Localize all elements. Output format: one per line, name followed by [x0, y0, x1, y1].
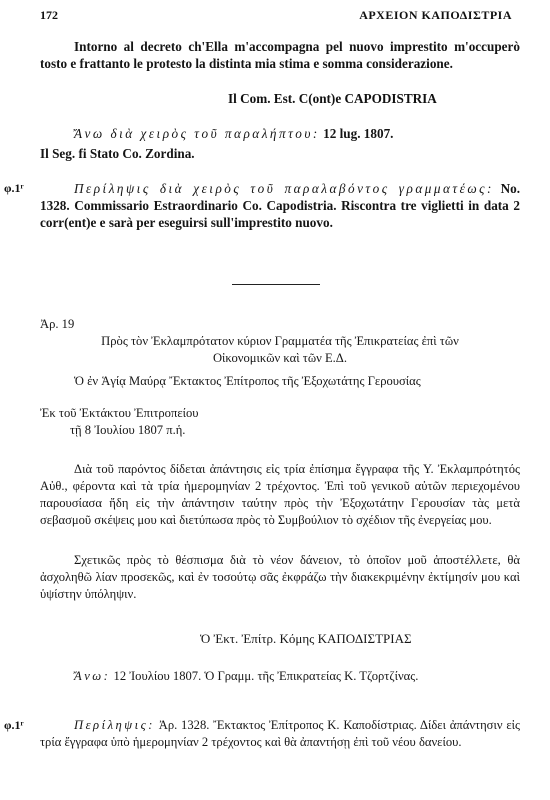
body-paragraph-2: Σχετικῶς πρὸς τὸ θέσπισμα διὰ τὸ νέον δάνειον, τὸ ὁποῖον μοῦ ἀποστέλλετε, θὰ ἀσχοληθῶ λίαν προσεκῶς, καὶ ἐν τοσούτῳ σᾶς ἐκφράζω τὴν διακεκριμένην ἐκτίμησίν μου καὶ ὑψίστην ὑπόληψιν.	[40, 553, 520, 601]
summary1	[40, 180, 520, 231]
receipt-greek-prefix: Ἄνω διὰ χειρὸς τοῦ παραλήπτου:	[74, 126, 320, 141]
summary2	[40, 717, 520, 751]
receipt-note-2	[74, 668, 524, 685]
running-title: ΑΡΧΕΙΟΝ ΚΑΠΟΔΙΣΤΡΙΑ	[359, 8, 512, 22]
receipt2-prefix: Ἄνω:	[74, 669, 111, 683]
address-line-2: Οἰκονομικῶν καὶ τῶν Ε.Δ.	[212, 351, 348, 365]
address-line-1: Πρὸς τὸν Ἐκλαμπρότατον κύριον Γραμματέα τῆς Ἐπικρατείας ἐπὶ τῶν	[101, 334, 459, 348]
receipt-note	[40, 125, 520, 142]
summary2-prefix: Περίληψις:	[74, 718, 155, 732]
from-line-1: Ἐκ τοῦ Ἐκτάκτου Ἐπιτροπείου	[40, 406, 199, 420]
from-line-2: τῇ 8 Ἰουλίου 1807 π.ἡ.	[70, 423, 186, 437]
section-divider	[232, 284, 320, 285]
margin-note-folio-1: φ.1ʳ	[4, 181, 24, 195]
summary1-text: No. 1328. Commissario Estraordinario Co. Capodistria. Riscontra tre viglietti in data 2 corr(ent)e e sarà per eseguirsi sull'imprestito nuovo.	[40, 181, 520, 230]
receipt-date: 12 lug. 1807.	[319, 126, 394, 141]
secretary-line: Il Seg. fi Stato Co. Zordina.	[40, 146, 195, 161]
body-paragraph-1: Διὰ τοῦ παρόντος δίδεται ἀπάντησις εἰς τρία ἐπίσημα ἔγγραφα τῆς Υ. Ἐκλαμπρότητός Αὐθ., φέροντα καὶ τὰ τρία ἡμερομηνίαν 2 τρέχοντος. Ἐπὶ τοῦ γενικοῦ αὐτῶν περιεχομένου παρουσίασα ἤδη εἰς τὴν ἀπάντησιν ταύτην πρὸς τὴν Ἐξοχωτάτην Γερουσίαν τὰς μετὰ σεβασμοῦ σκέψεις μου καὶ διετύπωσα πρὸς τὸ Συμβούλιον τὸ σχέδιον τῆς ἐνεργείας μου.	[40, 462, 520, 527]
document-number: Ἀρ. 19	[40, 317, 75, 331]
sender-line: Ὁ ἐν Ἁγίᾳ Μαύρᾳ Ἔκτακτος Ἐπίτροπος τῆς Ἐξοχωτάτης Γερουσίας	[74, 374, 421, 388]
receipt2-text: 12 Ἰουλίου 1807. Ὁ Γραμμ. τῆς Ἐπικρατείας Κ. Τζορτζίνας.	[110, 669, 419, 683]
letter1-signature: Il Com. Est. C(ont)e CAPODISTRIA	[228, 91, 437, 106]
letter1-paragraph: Intorno al decreto ch'Ella m'accompagna pel nuovo imprestito m'occuperò tosto e frattanto le protesto la distinta mia stima e somma considerazione.	[40, 39, 520, 71]
summary2-text: Ἀρ. 1328. Ἔκτακτος Ἐπίτροπος Κ. Καποδίστριας. Δίδει ἀπάντησιν εἰς τρία ἔγγραφα ὑπὸ ἡμερομηνίαν 2 τρέχοντος καὶ θὰ ἀπαντήσῃ ἐπὶ τοῦ νέου δανείου.	[40, 718, 520, 749]
margin-note-folio-2: φ.1ʳ	[4, 718, 24, 732]
document19-signature: Ὁ Ἐκτ. Ἐπίτρ. Κόμης ΚΑΠΟΔΙΣΤΡΙΑΣ	[200, 631, 412, 646]
page-number: 172	[40, 8, 58, 22]
summary1-greek-prefix: Περίληψις διὰ χειρὸς τοῦ παραλαβόντος γραμματέως:	[74, 181, 494, 196]
